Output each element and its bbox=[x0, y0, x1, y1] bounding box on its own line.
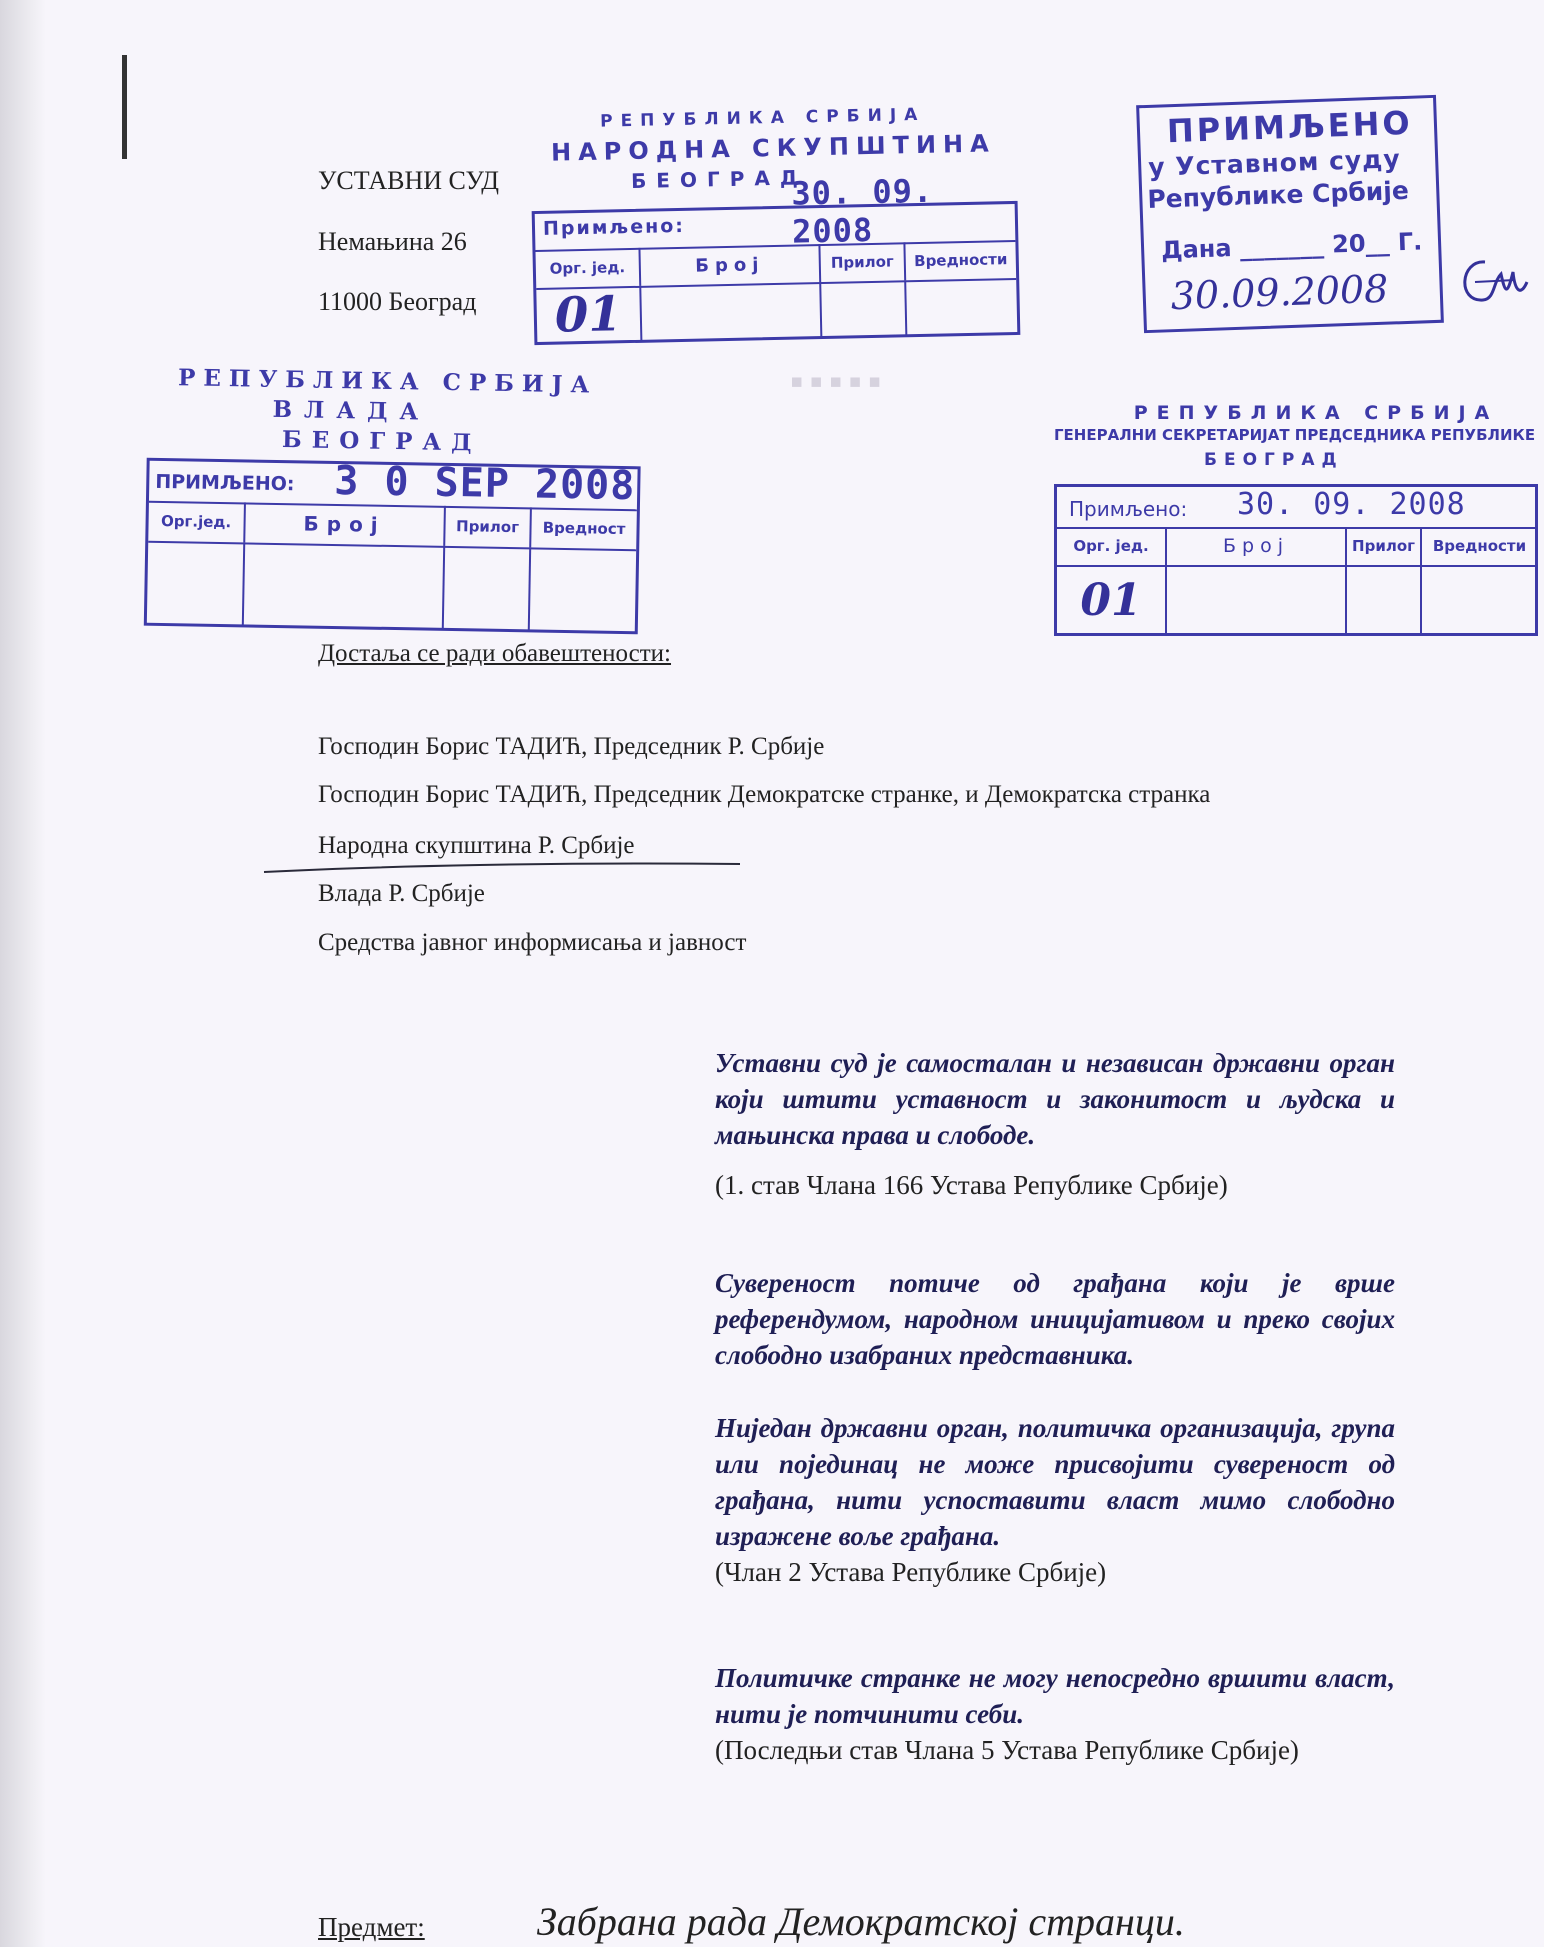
stamp-line: РЕПУБЛИКА СРБИЈА bbox=[1133, 402, 1499, 424]
scan-left-edge bbox=[0, 0, 46, 1947]
recipient-item: Господин Борис ТАДИЋ, Председник Р. Србије bbox=[318, 733, 825, 760]
stamp-col-header: Прилог bbox=[445, 506, 532, 547]
recipient-item: Господин Борис ТАДИЋ, Председник Демократске странке, и Демократска странка bbox=[318, 781, 1211, 808]
stamp-line: БЕОГРАД bbox=[630, 165, 808, 194]
recipient-item: Народна скупштина Р. Србије bbox=[318, 832, 635, 859]
bleed-through: ▪▪▪▪▪ bbox=[790, 361, 888, 403]
recipient-item: Средства јавног информисања и јавност bbox=[318, 929, 747, 956]
stamp-ustavni-sud bbox=[1136, 95, 1444, 333]
stamp-date-handwritten: 30.09.2008 bbox=[1170, 266, 1390, 319]
stamp-col-header: Вредности bbox=[1432, 537, 1527, 555]
quote-text: Ниједан државни орган, политичка организација, група или појединац не може присвојити сувереност од грађана, нити успоставити власт мимо слободно изражене воље грађана. bbox=[715, 1413, 1395, 1551]
quote-reference: (Последњи став Члана 5 Устава Републике Србије) bbox=[715, 1735, 1299, 1765]
stamp-col-header: Орг.јед. bbox=[148, 501, 246, 543]
delivery-heading: Достаља се ради обавештености: bbox=[318, 640, 672, 667]
subject-text: Забрана рада Демократској странци. bbox=[537, 1899, 1185, 1944]
stamp-vlada bbox=[144, 366, 642, 637]
stamp-date: 3 0 SEP 2008 bbox=[333, 457, 636, 510]
stamp-line: Републике Србије bbox=[1146, 175, 1410, 214]
stamp-org-handwritten: 01 bbox=[554, 286, 623, 344]
margin-mark bbox=[122, 55, 127, 159]
addressee-line-3: 11000 Београд bbox=[318, 287, 477, 316]
stamp-line: РЕПУБЛИКА СРБИЈА bbox=[177, 364, 598, 399]
handwritten-underline bbox=[262, 858, 742, 876]
stamp-received-label: Примљено: bbox=[542, 214, 686, 240]
subject-label: Предмет: bbox=[318, 1912, 425, 1942]
initials-signature bbox=[1455, 252, 1535, 312]
stamp-col-header: Орг. јед. bbox=[1057, 527, 1167, 565]
stamp-date: 30. 09. 2008 bbox=[1237, 487, 1466, 522]
stamp-col-header: Број bbox=[640, 244, 821, 286]
quote-block-3 bbox=[715, 1410, 1395, 1590]
stamp-col-header: Вредност bbox=[542, 518, 626, 539]
stamp-received-label: ПРИМЉЕНО: bbox=[155, 470, 295, 496]
stamp-narodna-skupstina bbox=[530, 105, 1021, 345]
quote-block-1 bbox=[715, 1045, 1395, 1203]
quote-text: Политичке странке не могу непосредно вршити власт, нити је потчинити себи. bbox=[715, 1663, 1395, 1729]
stamp-dana-label: Дана _______ 20__ Г. bbox=[1160, 227, 1423, 265]
stamp-col-header: Број bbox=[245, 502, 446, 545]
stamp-col-header: Прилог bbox=[820, 242, 906, 282]
quote-reference: (Члан 2 Устава Републике Србије) bbox=[715, 1557, 1107, 1587]
quote-block-2 bbox=[715, 1265, 1395, 1373]
stamp-col-header: Прилог bbox=[1347, 527, 1422, 565]
quote-block-4 bbox=[715, 1660, 1395, 1768]
addressee-line-1: УСТАВНИ СУД bbox=[318, 166, 500, 195]
stamp-line: БЕОГРАД bbox=[1204, 450, 1344, 470]
quote-text: Уставни суд је самосталан и независан државни орган који штити уставност и законитост и људска и мањинска права и слободе. bbox=[715, 1048, 1395, 1150]
stamp-col-header: Орг. јед. bbox=[535, 248, 641, 288]
stamp-received-label: Примљено: bbox=[1069, 497, 1188, 521]
stamp-line: НАРОДНА СКУПШТИНА bbox=[550, 129, 996, 167]
stamp-line: БЕОГРАД bbox=[281, 426, 482, 457]
stamp-col-header: Вредности bbox=[913, 250, 1008, 271]
stamp-line: ГЕНЕРАЛНИ СЕКРЕТАРИЈАТ ПРЕДСЕДНИКА РЕПУБЛИКЕ bbox=[1054, 426, 1536, 444]
stamp-org-handwritten: 01 bbox=[1080, 574, 1142, 626]
stamp-col-header: Број bbox=[1167, 527, 1347, 565]
stamp-line: у Уставном суду bbox=[1147, 144, 1402, 182]
addressee-line-2: Немањина 26 bbox=[318, 227, 467, 256]
stamp-line: ПРИМЉЕНО bbox=[1166, 103, 1414, 151]
stamp-date: 30. 09. 2008 bbox=[790, 171, 934, 251]
stamp-line: ВЛАДА bbox=[272, 395, 431, 426]
quote-text: Сувереност потиче од грађана који је врше референдумом, народном иницијативом и преко својих слободно изабраних представника. bbox=[715, 1268, 1395, 1370]
stamp-line: РЕПУБЛИКА СРБИЈА bbox=[599, 104, 926, 132]
quote-reference: (1. став Члана 166 Устава Републике Србије) bbox=[715, 1170, 1228, 1200]
stamp-generalni-sekretarijat bbox=[1054, 404, 1538, 636]
recipient-item: Влада Р. Србије bbox=[318, 880, 485, 907]
